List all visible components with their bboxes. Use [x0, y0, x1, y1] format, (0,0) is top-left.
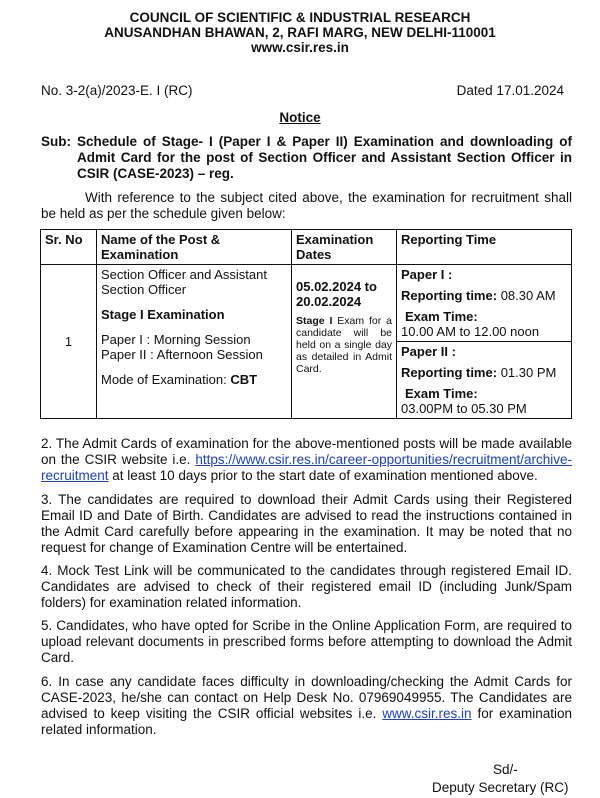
sr-no-cell: 1: [41, 265, 97, 419]
exam-mode: Mode of Examination: CBT: [101, 372, 258, 387]
header-reporting: Reporting Time: [397, 230, 572, 265]
paragraph-6: 6. In case any candidate faces difficulty in downloading/checking the Admit Cards for CASE-2023, he/she can contact on Help Desk No. 07969049955. The Candidates are advised to keep visiting the CSIR official websites i.e. www.csir.res.in for examination related information.: [41, 674, 572, 737]
paragraph-4: 4. Mock Test Link will be communicated to the candidates through registered Email ID. Candidates are advised to check of their registered email ID (including Junk/Spam folders) for examination related information.: [41, 563, 572, 610]
paper2-exam-time: 03.00PM to 05.30 PM: [401, 401, 527, 416]
subject: [41, 134, 572, 182]
paper2-exam-label: Exam Time:: [405, 386, 478, 401]
subject-text: Schedule of Stage- I (Paper I & Paper II) Examination and downloading of Admit Card for the post of Section Officer and Assistant Section Officer in CSIR (CASE-2023) – reg.: [77, 134, 572, 181]
signatory-designation: Deputy Secretary (RC): [432, 780, 569, 795]
csir-website-link[interactable]: www.csir.res.in: [382, 706, 472, 721]
table-row: [41, 265, 572, 342]
post-name: Section Officer and Assistant Section Officer: [101, 267, 267, 297]
paragraph-5: 5. Candidates, who have opted for Scribe in the Online Application Form, are required to upload relevant documents in prescribed forms before attempting to download the Admit Card.: [41, 618, 572, 665]
exam-dates: 05.02.2024 to 20.02.2024: [296, 279, 377, 309]
signature-sd: Sd/-: [493, 762, 518, 777]
notice-date: Dated 17.01.2024: [456, 83, 564, 98]
org-website: www.csir.res.in: [251, 40, 349, 55]
reference-line: [41, 83, 564, 98]
paragraph-2: 2. The Admit Cards of examination for the above-mentioned posts will be made available on the CSIR website i.e. https://www.csir.res.in/career-opportunities/recruitment/archive-recruitment at least 10 days prior to the start date of examination mentioned above.: [41, 436, 572, 483]
paper1-cell: [397, 265, 572, 342]
post-cell: [97, 265, 292, 419]
intro-paragraph: With reference to the subject cited above, the examination for recruitment shall be held as per the schedule given below:: [41, 190, 572, 221]
table-header-row: [41, 230, 572, 265]
paragraph-3: 3. The candidates are required to download their Admit Cards using their Registered Email ID and Date of Birth. Candidates are advised to read the instructions contained in the Admit Card carefully before appearing in the examination. It may be noted that no request for change of Examination Centre will be entertained.: [41, 492, 572, 555]
paper1-label: Paper I :: [401, 267, 453, 282]
paper2-reporting: Reporting time: 01.30 PM: [401, 365, 557, 380]
admit-card-link[interactable]: https://www.csir.res.in/career-opportunities/recruitment/archive-recruitment: [41, 452, 572, 483]
subject-label: Sub:: [41, 134, 71, 149]
reference-number: No. 3-2(a)/2023-E. I (RC): [41, 83, 193, 98]
letterhead: [0, 0, 600, 55]
dates-cell: [292, 265, 397, 419]
org-name: COUNCIL OF SCIENTIFIC & INDUSTRIAL RESEARCH: [129, 10, 471, 25]
paper1-exam-label: Exam Time:: [405, 309, 478, 324]
paper2-label: Paper II :: [401, 344, 456, 359]
stage-label: Stage I Examination: [101, 307, 225, 322]
dates-note: Stage I Exam for a candidate will be held on a single day as detailed in Admit Card.: [296, 315, 392, 375]
paper1-session: Paper I : Morning Session: [101, 332, 251, 347]
schedule-table: [40, 229, 572, 419]
notice-title: Notice: [279, 110, 321, 125]
paper1-reporting: Reporting time: 08.30 AM: [401, 288, 556, 303]
org-address: ANUSANDHAN BHAWAN, 2, RAFI MARG, NEW DELHI-110001: [104, 25, 496, 40]
header-sr-no: Sr. No: [41, 230, 97, 265]
exam-mode-value: CBT: [230, 372, 258, 387]
header-post: Name of the Post & Examination: [97, 230, 292, 265]
paper1-exam-time: 10.00 AM to 12.00 noon: [401, 324, 540, 339]
header-dates: Examination Dates: [292, 230, 397, 265]
paper2-session: Paper II : Afternoon Session: [101, 347, 263, 362]
paper2-cell: [397, 342, 572, 419]
